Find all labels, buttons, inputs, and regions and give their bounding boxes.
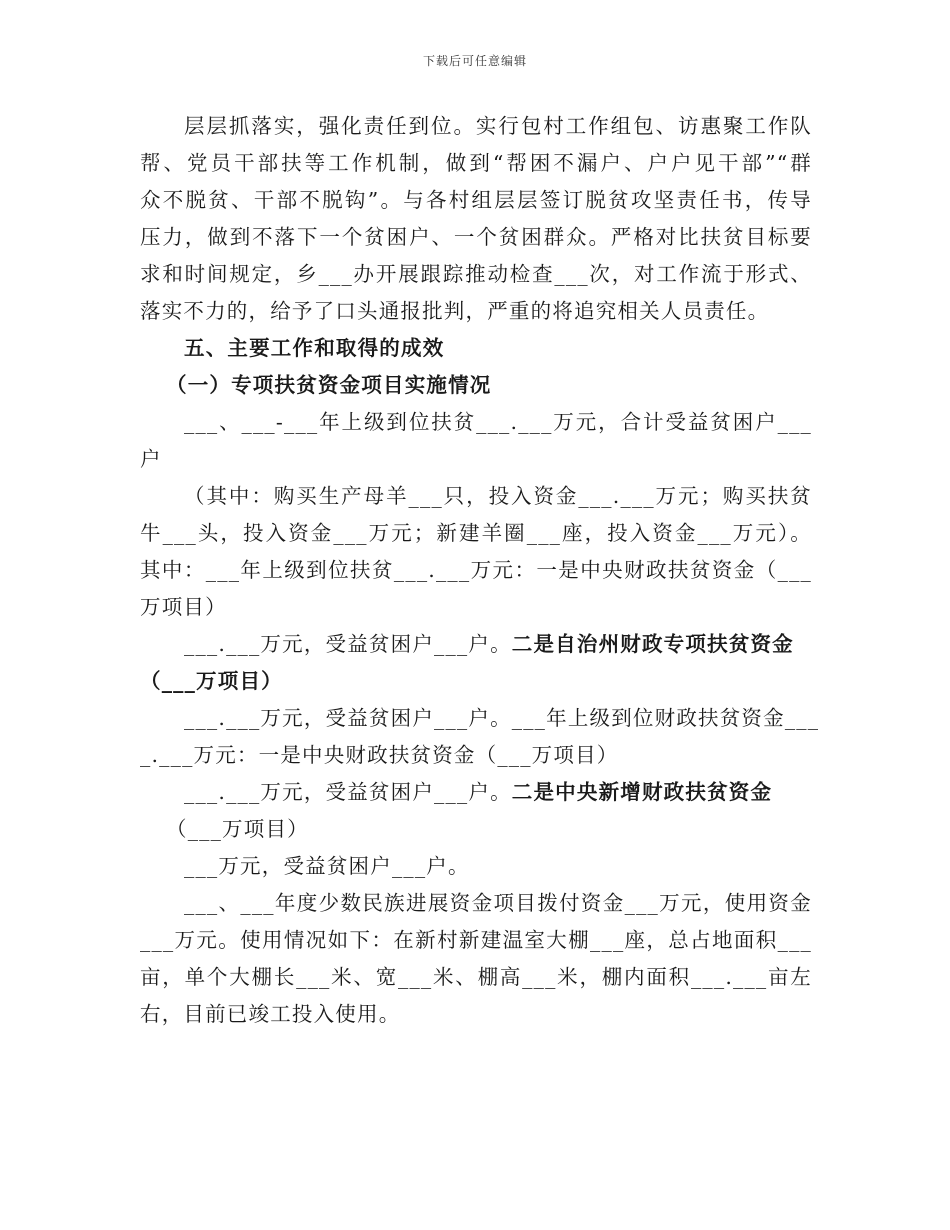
paragraph-line: 求和时间规定，乡___办开展跟踪推动检查___次，对工作流于形式、 (140, 262, 812, 286)
paragraph-line: ___、___年度少数民族进展资金项目拨付资金___万元，使用资金 (184, 891, 812, 915)
paragraph-line: （其中：购买生产母羊___只，投入资金___.___万元；购买扶贫 (184, 484, 812, 508)
subsection-heading: （一）专项扶贫资金项目实施情况 (166, 373, 492, 397)
line-text: ___.___万元，受益贫困户___户。 (184, 780, 512, 804)
line-text: ___.___万元，受益贫困户___户。 (184, 632, 512, 656)
paragraph-line: 压力，做到不落下一个贫困户、一个贫困群众。严格对比扶贫目标要 (140, 225, 812, 249)
paragraph-line: 众不脱贫、干部不脱钩”。与各村组层层签订脱贫攻坚责任书，传导 (140, 188, 812, 212)
paragraph-line: 万项目） (140, 595, 227, 619)
paragraph-line: （___万项目） (140, 669, 283, 693)
paragraph-line: 牛___头，投入资金___万元；新建羊圈___座，投入资金___万元）。 (140, 521, 812, 545)
paragraph-line (140, 774, 812, 811)
paragraph-line: 落实不力的，给予了口头通报批判，严重的将追究相关人员责任。 (140, 299, 770, 323)
paragraph-line: ___、___-___年上级到位扶贫___.___万元，合计受益贫困户___ (184, 410, 812, 434)
bold-phrase: 二是中央新增财政扶贫资金 (511, 780, 773, 804)
document-body (140, 108, 820, 1033)
paragraph-line: （___万项目） (166, 817, 309, 841)
section-heading: 五、主要工作和取得的成效 (184, 336, 445, 360)
paragraph-line (140, 626, 812, 663)
bold-phrase: 二是自治州财政专项扶贫资金 (511, 632, 794, 656)
paragraph-line: ___万元，受益贫困户___户。 (184, 854, 470, 878)
paragraph-line: 帮、党员干部扶等工作机制，做到“帮困不漏户、户户见干部”“群 (140, 151, 812, 175)
paragraph-line: ___万元。使用情况如下：在新村新建温室大棚___座，总占地面积___ (140, 928, 812, 952)
page-header: 下载后可任意编辑 (422, 54, 527, 68)
paragraph-line: 户 (140, 447, 162, 471)
paragraph-line: 其中：___年上级到位扶贫___.___万元：一是中央财政扶贫资金（___ (140, 558, 812, 582)
paragraph-line: 层层抓落实，强化责任到位。实行包村工作组包、访惠聚工作队 (184, 114, 812, 138)
paragraph-line: 右，目前已竣工投入使用。 (140, 1002, 401, 1026)
paragraph-line: ___.___万元，受益贫困户___户。___年上级到位财政扶贫资金___ (184, 706, 820, 730)
paragraph-line: _.___万元：一是中央财政扶贫资金（___万项目） (140, 743, 619, 767)
paragraph-line: 亩，单个大棚长___米、宽___米、棚高___米，棚内面积___.___亩左 (140, 965, 812, 989)
